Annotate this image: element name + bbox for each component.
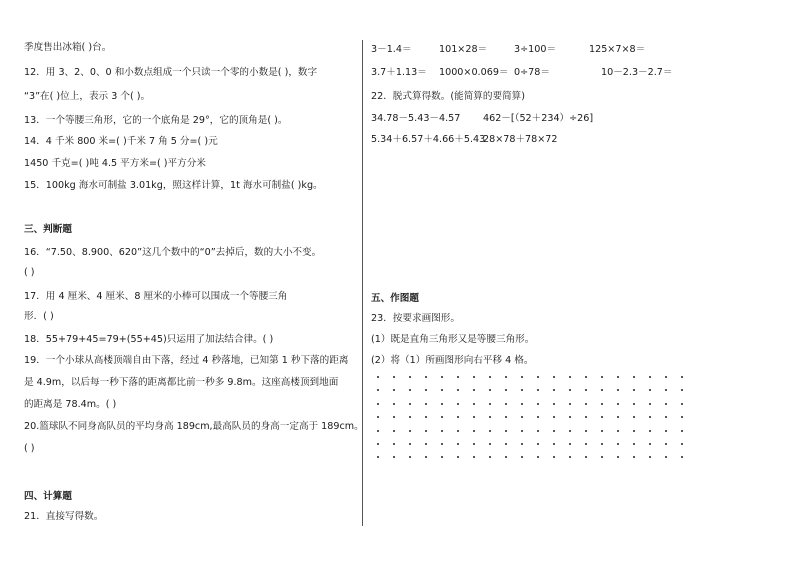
stepwise-item: 34.78－5.43－4.57 [371, 113, 461, 124]
grid-dot [489, 376, 491, 378]
grid-dot [681, 389, 683, 391]
grid-dot [441, 456, 443, 458]
grid-dot [377, 376, 379, 378]
q16-answer-blank: ( ) [24, 267, 35, 278]
grid-dot [569, 389, 571, 391]
grid-dot [649, 389, 651, 391]
grid-dot [553, 456, 555, 458]
grid-dot [489, 403, 491, 405]
grid-dot [569, 430, 571, 432]
grid-dot [393, 416, 395, 418]
oral-calc-item: 101×28＝ [439, 44, 488, 55]
grid-dot [569, 456, 571, 458]
grid-dot [377, 430, 379, 432]
grid-dot [505, 443, 507, 445]
grid-dot [585, 456, 587, 458]
grid-dot [537, 376, 539, 378]
grid-dot [457, 376, 459, 378]
grid-dot [489, 443, 491, 445]
q12-line1: 12．用 3、2、0、0 和小数点组成一个只读一个零的小数是( )，数字 [24, 67, 318, 78]
grid-dot [665, 430, 667, 432]
grid-dot [457, 430, 459, 432]
grid-dot [633, 430, 635, 432]
grid-dot [585, 443, 587, 445]
grid-dot [409, 376, 411, 378]
grid-dot [393, 403, 395, 405]
grid-dot [425, 376, 427, 378]
grid-dot [473, 403, 475, 405]
grid-dot [601, 376, 603, 378]
q19-line1: 19．一个小球从高楼顶端自由下落，经过 4 秒落地，已知第 1 秒下落的距离 [24, 355, 349, 366]
grid-dot [665, 456, 667, 458]
grid-dot [649, 430, 651, 432]
q23-part1: (1）既是直角三角形又是等腰三角形。 [371, 334, 535, 345]
grid-dot [521, 443, 523, 445]
q16: 16．“7.50、8.900、620”这几个数中的“0”去掉后，数的大小不变。 [24, 247, 322, 258]
grid-dot [505, 456, 507, 458]
grid-dot [665, 416, 667, 418]
grid-dot [649, 456, 651, 458]
q11-continuation: 季度售出冰箱( )台。 [24, 42, 112, 53]
grid-dot [473, 376, 475, 378]
grid-dot [377, 403, 379, 405]
q21: 21．直接写得数。 [24, 511, 104, 522]
stepwise-item: 462－[（52＋234）÷26] [483, 113, 594, 124]
grid-dot [441, 403, 443, 405]
grid-dot [537, 443, 539, 445]
grid-dot [441, 376, 443, 378]
oral-calc-item: 125×7×8＝ [589, 44, 646, 55]
oral-calc-item: 10－2.3－2.7＝ [601, 67, 673, 78]
stepwise-item: 28×78＋78×72 [483, 134, 558, 145]
grid-dot [601, 389, 603, 391]
grid-dot [505, 403, 507, 405]
grid-dot [601, 416, 603, 418]
q23: 23．按要求画图形。 [371, 313, 460, 324]
grid-dot [521, 456, 523, 458]
grid-dot [409, 389, 411, 391]
grid-dot [569, 403, 571, 405]
grid-dot [681, 416, 683, 418]
q18: 18．55+79+45=79+(55+45)只运用了加法结合律。( ) [24, 334, 274, 345]
grid-dot [601, 430, 603, 432]
grid-dot [633, 416, 635, 418]
grid-dot [553, 443, 555, 445]
grid-dot [633, 403, 635, 405]
grid-dot [457, 443, 459, 445]
grid-dot [505, 389, 507, 391]
grid-dot [473, 443, 475, 445]
grid-dot [425, 430, 427, 432]
column-divider [362, 40, 363, 526]
grid-dot [425, 403, 427, 405]
oral-calc-item: 1000×0.069＝ [439, 67, 509, 78]
grid-dot [457, 389, 459, 391]
grid-dot [617, 403, 619, 405]
grid-dot [569, 376, 571, 378]
grid-dot [553, 403, 555, 405]
grid-dot [585, 416, 587, 418]
grid-dot [473, 456, 475, 458]
q14-line2: 1450 千克=( )吨 4.5 平方米=( )平方分米 [24, 158, 206, 169]
grid-dot [521, 416, 523, 418]
grid-dot [681, 430, 683, 432]
grid-dot [649, 443, 651, 445]
grid-dot [377, 443, 379, 445]
oral-calc-item: 3.7＋1.13＝ [371, 67, 427, 78]
grid-dot [665, 389, 667, 391]
grid-dot [377, 389, 379, 391]
oral-calc-item: 3－1.4＝ [371, 44, 412, 55]
grid-dot [665, 443, 667, 445]
oral-calc-item: 0÷78＝ [514, 67, 550, 78]
grid-dot [441, 443, 443, 445]
q14-line1: 14．4 千米 800 米=( )千米 7 角 5 分=( )元 [24, 136, 218, 147]
grid-dot [441, 416, 443, 418]
left-column [24, 0, 364, 561]
grid-dot [505, 430, 507, 432]
grid-dot [633, 456, 635, 458]
grid-dot [585, 430, 587, 432]
grid-dot [377, 416, 379, 418]
grid-dot [409, 416, 411, 418]
grid-dot [649, 416, 651, 418]
oral-calc-row1 [371, 43, 781, 57]
grid-dot [585, 389, 587, 391]
stepwise-row1 [371, 112, 781, 126]
stepwise-item: 5.34＋6.57＋4.66＋5.43 [371, 134, 486, 145]
grid-dot [409, 456, 411, 458]
grid-dot [521, 430, 523, 432]
grid-dot [377, 456, 379, 458]
q13: 13．一个等腰三角形，它的一个底角是 29°，它的顶角是( )。 [24, 115, 288, 126]
grid-dot [553, 389, 555, 391]
section-heading-judgement: 三、判断题 [24, 224, 72, 235]
grid-dot [569, 416, 571, 418]
q17-line1: 17．用 4 厘米、4 厘米、8 厘米的小棒可以围成一个等腰三角 [24, 291, 288, 302]
grid-dot [473, 416, 475, 418]
grid-dot [585, 403, 587, 405]
grid-dot [537, 456, 539, 458]
q20: 20.篮球队不同身高队员的平均身高 189cm,最高队员的身高一定高于 189cm。 [24, 421, 364, 432]
grid-dot [505, 416, 507, 418]
grid-dot [617, 430, 619, 432]
grid-dot [425, 456, 427, 458]
grid-dot [665, 376, 667, 378]
q19-line2: 是 4.9m，以后每一秒下落的距离都比前一秒多 9.8m。这座高楼顶到地面 [24, 377, 339, 388]
grid-dot [521, 389, 523, 391]
grid-dot [393, 456, 395, 458]
grid-dot [521, 376, 523, 378]
grid-dot [457, 403, 459, 405]
grid-dot [441, 430, 443, 432]
grid-dot [489, 430, 491, 432]
grid-dot [617, 389, 619, 391]
grid-dot [489, 389, 491, 391]
grid-dot [681, 443, 683, 445]
grid-dot [489, 416, 491, 418]
grid-dot [633, 376, 635, 378]
grid-dot [473, 430, 475, 432]
grid-dot [425, 443, 427, 445]
grid-dot [553, 416, 555, 418]
grid-dot [537, 403, 539, 405]
q12-line2: “3”在( )位上，表示 3 个( )。 [24, 91, 151, 102]
right-column [371, 0, 781, 561]
grid-dot [457, 416, 459, 418]
grid-dot [633, 389, 635, 391]
section-heading-drawing: 五、作图题 [371, 293, 419, 304]
grid-dot [569, 443, 571, 445]
grid-dot [617, 456, 619, 458]
grid-dot [393, 389, 395, 391]
grid-dot [553, 430, 555, 432]
grid-dot [681, 403, 683, 405]
grid-dot [617, 443, 619, 445]
grid-dot [425, 416, 427, 418]
grid-dot [601, 443, 603, 445]
grid-dot [681, 456, 683, 458]
grid-dot [617, 416, 619, 418]
q15: 15．100kg 海水可制盐 3.01kg，照这样计算，1t 海水可制盐( )kg。 [24, 180, 323, 191]
grid-dot [649, 403, 651, 405]
q19-line3: 的距离是 78.4m。( ) [24, 399, 117, 410]
grid-dot [393, 376, 395, 378]
dot-grid [377, 376, 697, 470]
grid-dot [601, 456, 603, 458]
grid-dot [393, 443, 395, 445]
q17-line2: 形．( ) [24, 311, 54, 322]
grid-dot [409, 403, 411, 405]
q23-part2: (2）将（1）所画图形向右平移 4 格。 [371, 355, 534, 366]
grid-dot [409, 443, 411, 445]
grid-dot [585, 376, 587, 378]
q20-answer-blank: ( ) [24, 443, 35, 454]
grid-dot [665, 403, 667, 405]
grid-dot [537, 389, 539, 391]
grid-dot [473, 389, 475, 391]
q22: 22．脱式算得数。(能简算的要简算) [371, 91, 526, 102]
grid-dot [537, 416, 539, 418]
grid-dot [457, 456, 459, 458]
stepwise-row2 [371, 133, 781, 147]
grid-dot [681, 376, 683, 378]
grid-dot [393, 430, 395, 432]
grid-dot [617, 376, 619, 378]
grid-dot [633, 443, 635, 445]
grid-dot [441, 389, 443, 391]
grid-dot [505, 376, 507, 378]
grid-dot [649, 376, 651, 378]
oral-calc-item: 3÷100＝ [514, 44, 557, 55]
grid-dot [425, 389, 427, 391]
grid-dot [521, 403, 523, 405]
grid-dot [409, 430, 411, 432]
section-heading-calculation: 四、计算题 [24, 491, 72, 502]
grid-dot [537, 430, 539, 432]
oral-calc-row2 [371, 66, 781, 80]
grid-dot [601, 403, 603, 405]
grid-dot [553, 376, 555, 378]
grid-dot [489, 456, 491, 458]
